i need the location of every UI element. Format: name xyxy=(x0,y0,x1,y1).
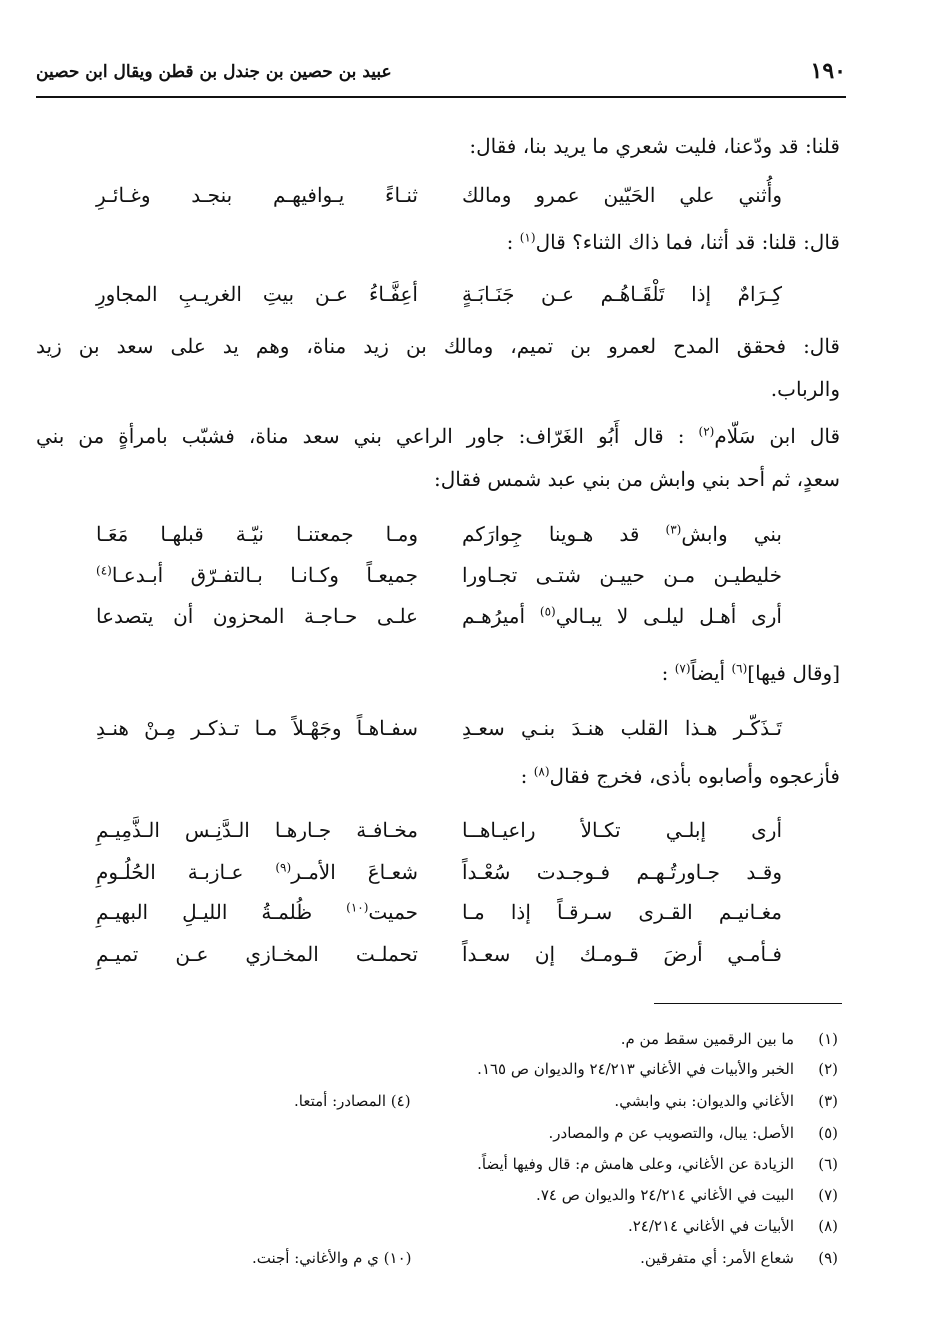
verse-text: أميرُهـم xyxy=(462,604,526,628)
paragraph-4-line-1 xyxy=(36,424,840,448)
verse-text: جميعـاً وكـانـا بـالتفـرّق أبـدعـا xyxy=(111,563,418,587)
verse-right-hemistich: خليطيـن مـن حييـن شتـى تجـاورا xyxy=(462,563,782,587)
footnote-6 xyxy=(0,1155,932,1179)
paragraph-1 xyxy=(469,134,840,158)
paragraph-text: أيضاً xyxy=(690,661,726,685)
paragraph-2 xyxy=(507,230,840,254)
paragraph-4-line-2: سعدٍ، ثم أحد بني وابش من بني عبد شمس فقال: xyxy=(434,467,840,491)
verse-text: عـازبـة الحُلُـومِ xyxy=(96,860,244,884)
footnote-ref: (٩) xyxy=(275,860,292,875)
footnote-ref: (٦) xyxy=(731,661,748,676)
footnote-text: البيت في الأغاني ٢٤/٢١٤ والديوان ص ٧٤. xyxy=(536,1186,794,1204)
paragraph-text: قلنا: قد ودّعنا، فليت شعري ما يريد بنا، فقال: xyxy=(469,134,840,158)
footnote-text: الأصل: يبال، والتصويب عن م والمصادر. xyxy=(548,1124,794,1142)
footnote-ref: (٢) xyxy=(698,424,715,439)
paragraph-6 xyxy=(521,764,840,788)
footnote-ref: (٧) xyxy=(674,661,691,676)
footnote-number: (٩) xyxy=(818,1249,838,1267)
verse-left-hemistich: سفـاهـاً وجَهْـلاً مـا تـذكـر مِـنْ هنـدِ xyxy=(96,716,418,740)
footnote-number: (٦) xyxy=(818,1155,838,1173)
verse-right-hemistich xyxy=(462,604,782,628)
footnote-number: (٢) xyxy=(818,1060,838,1078)
footnote-8 xyxy=(0,1217,932,1241)
verse-text: أرى أهـل ليلـى لا يبـالي xyxy=(555,604,782,628)
verse-text: حميت xyxy=(368,900,419,924)
footnote-text: (١٠) ي م والأغاني: أجنت. xyxy=(252,1249,412,1267)
footnote-rule xyxy=(654,1003,842,1004)
footnote-ref: (١) xyxy=(519,230,536,245)
footnote-text: الأبيات في الأغاني ٢٤/٢١٤. xyxy=(627,1217,794,1235)
verse-text: شعـاعَ الأمـر xyxy=(291,860,418,884)
verse-left-hemistich xyxy=(96,860,418,884)
footnote-number: (١) xyxy=(818,1030,838,1048)
paragraph-3-line-1: قال: فحقق المدح لعمرو بن تميم، ومالك بن زيد مناة، وهم يد على سعد بن زيد xyxy=(36,334,840,358)
paragraph-text: : xyxy=(520,764,528,788)
verse-right-hemistich xyxy=(462,522,782,546)
paragraph-5 xyxy=(662,661,840,685)
running-title: عبيد بن حصين بن جندل بن قطن ويقال ابن حصين xyxy=(36,62,392,82)
verse-left-hemistich: تحملـت المخـازي عـن تميـمِ xyxy=(96,942,418,966)
verse-right-hemistich: مغـانيـم القـرى سـرقـاً إذا مـا xyxy=(462,900,782,924)
verse-right-hemistich: كِـرَامٌ إذا تَلْقَـاهُـم عـن جَنَـابَـةٍ xyxy=(462,282,782,306)
verse-left-hemistich: أعِفَّـاءُ عـن بيتِ الغريـبِ المجاورِ xyxy=(96,282,418,306)
verse-text: بني وابش xyxy=(681,522,782,546)
footnote-1 xyxy=(0,1030,932,1054)
verse-left-hemistich: علـى حـاجـة المحزون أن يتصدعا xyxy=(96,604,418,628)
paragraph-text: فأزعجوه وأصابوه بأذى، فخرج فقال xyxy=(549,764,840,788)
footnote-text: (٤) المصادر: أمتعا. xyxy=(294,1092,411,1110)
footnote-2 xyxy=(0,1060,932,1084)
footnote-number: (٥) xyxy=(818,1124,838,1142)
footnote-text: شعاع الأمر: أي متفرقين. xyxy=(640,1249,794,1267)
footnote-ref: (٤) xyxy=(96,563,112,578)
footnote-text: الخبر والأبيات في الأغاني ٢٤/٢١٣ والديوان ص ١٦٥. xyxy=(477,1060,794,1078)
paragraph-3-line-2: والرباب. xyxy=(770,377,840,401)
verse-text: ظُلمـةُ الليـلِ البهيـمِ xyxy=(96,900,313,924)
verse-right-hemistich: وأُثني علي الحَيّين عمرو ومالك xyxy=(462,183,782,207)
footnote-3 xyxy=(0,1092,932,1116)
paragraph-text: قال: قلنا: قد أثنا، فما ذاك الثناء؟ قال xyxy=(535,230,840,254)
footnote-text: الأغاني والديوان: بني وابشي. xyxy=(614,1092,794,1110)
verse-left-hemistich: ومـا جمعتنـا نيّـة قبلهـا مَعَـا xyxy=(96,522,418,546)
verse-text: قد هـوينا جِوارَكم xyxy=(462,522,640,546)
paragraph-text: : xyxy=(661,661,669,685)
footnote-ref: (٥) xyxy=(539,604,556,619)
paragraph-text: قال ابن سَلّام xyxy=(714,424,841,448)
footnote-ref: (٣) xyxy=(665,522,682,537)
paragraph-text: : قال أَبُو الغَرّاف: جاور الراعي بني سعد مناة، فشبّب بامرأةٍ من بني xyxy=(36,424,685,448)
verse-right-hemistich: تَـذَكّـر هـذا القلب هنـدَ بنـي سعـدِ xyxy=(462,716,782,740)
footnote-9 xyxy=(0,1249,932,1273)
footnote-ref: (٨) xyxy=(533,764,550,779)
footnote-ref: (١٠) xyxy=(346,900,369,915)
page-header xyxy=(36,58,846,94)
footnote-number: (٧) xyxy=(818,1186,838,1204)
footnote-text: الزيادة عن الأغاني، وعلى هامش م: قال وفيها أيضاً. xyxy=(477,1155,794,1173)
footnote-5 xyxy=(0,1124,932,1148)
paragraph-text: [وقال فيها] xyxy=(747,661,840,685)
paragraph-text: : xyxy=(506,230,514,254)
page-number: ١٩٠ xyxy=(810,58,846,84)
footnote-text: ما بين الرقمين سقط من م. xyxy=(620,1030,794,1048)
verse-left-hemistich xyxy=(96,900,418,924)
verse-left-hemistich xyxy=(96,563,418,587)
verse-right-hemistich: وقـد جـاورتُـهـم فـوجـدت سُعْـداً xyxy=(462,860,782,884)
verse-left-hemistich: ثنـاءً يـوافيهـم بنجـد وغـائـرِ xyxy=(96,183,418,207)
header-rule xyxy=(36,96,846,98)
verse-right-hemistich: فـأمـي أرضَ قـومـك إن سعـداً xyxy=(462,942,782,966)
verse-right-hemistich: أرى إبلـي تكـالأ راعيـاهــا xyxy=(462,818,782,842)
verse-left-hemistich: مخـافـة جـارهـا الـدَّنِـس الـذَّمِيـمِ xyxy=(96,818,418,842)
footnote-number: (٨) xyxy=(818,1217,838,1235)
footnote-7 xyxy=(0,1186,932,1210)
footnote-number: (٣) xyxy=(818,1092,838,1110)
